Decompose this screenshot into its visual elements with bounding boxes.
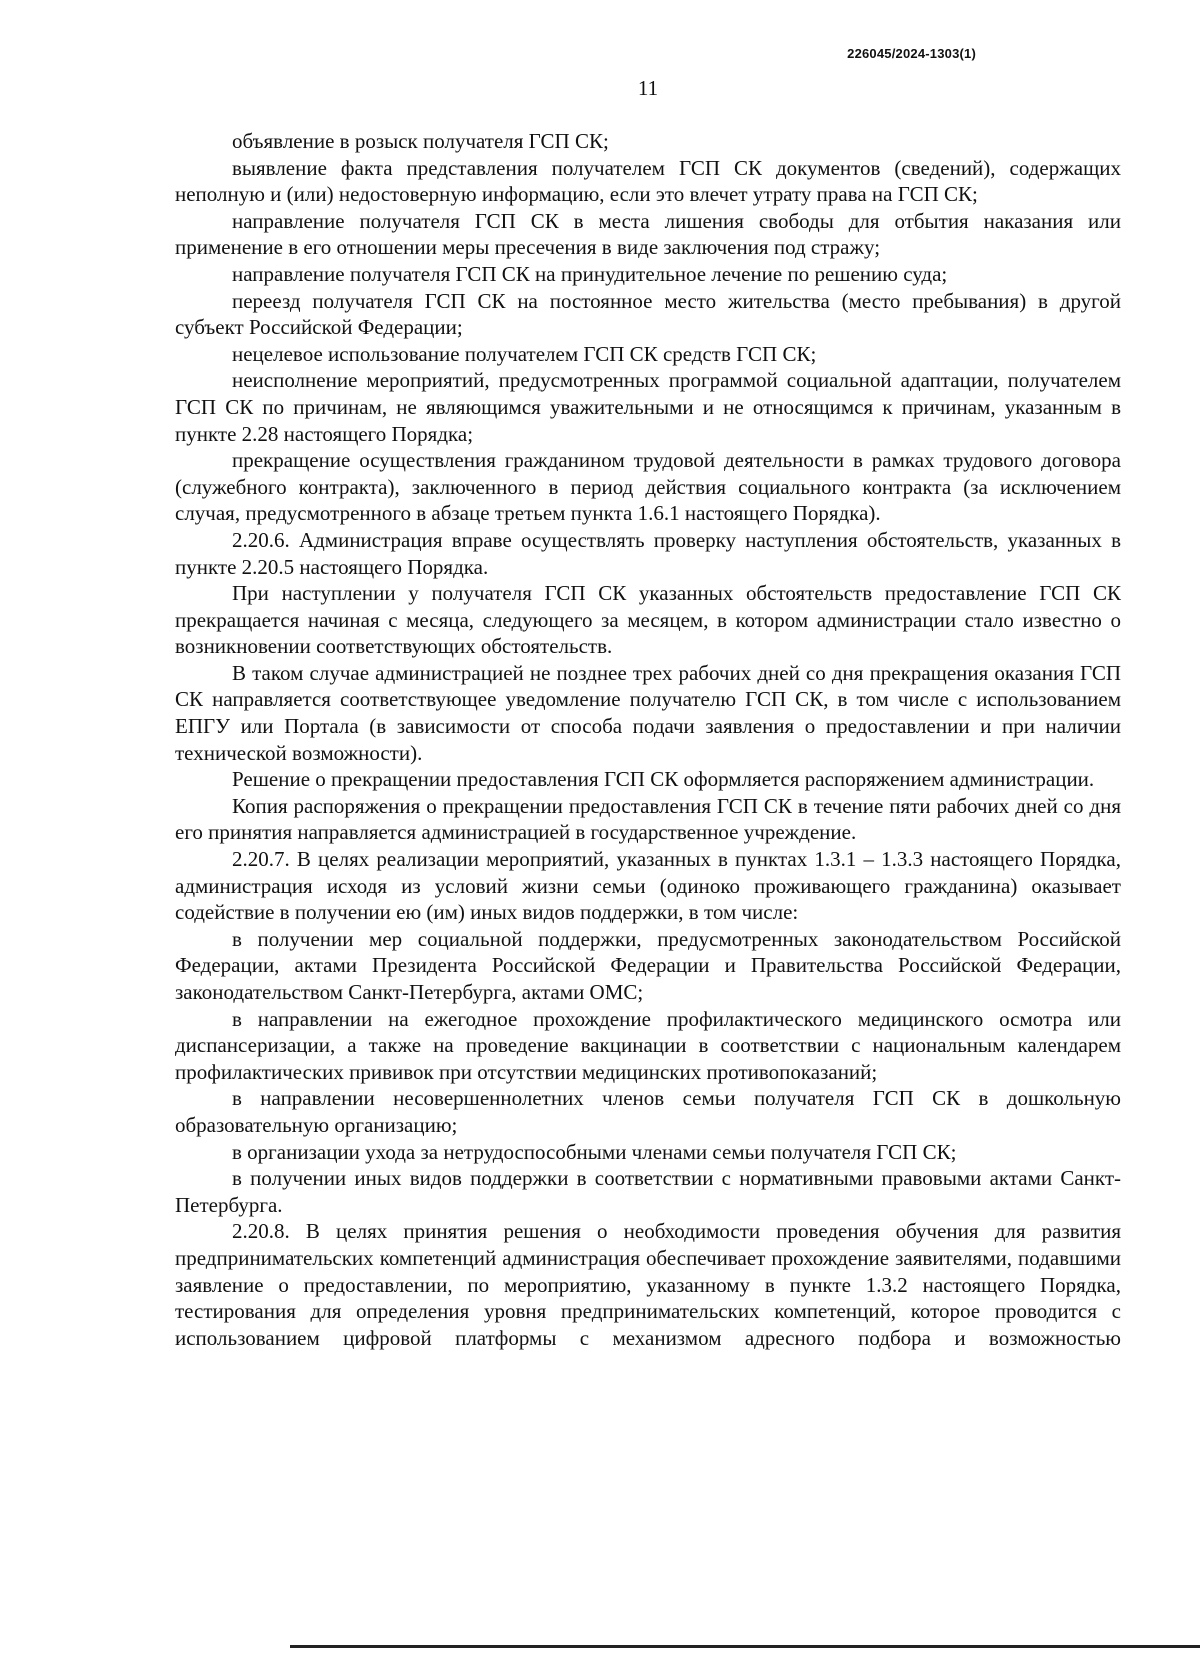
paragraph: 2.20.6. Администрация вправе осуществлять проверку наступления обстоятельств, указанных в пункте 2.20.5 настоящего Порядка. xyxy=(175,527,1121,579)
page-number: 11 xyxy=(637,76,659,100)
paragraph: в направлении несовершеннолетних членов семьи получателя ГСП СК в дошкольную образовательную организацию; xyxy=(175,1086,1121,1137)
paragraph: в получении мер социальной поддержки, предусмотренных законодательством Российской Федерации, актами Президента Российской Федерации и Правительства Российской Федерации, законодательством Санкт-Петербурга, актами ОМС; xyxy=(175,926,1121,1004)
paragraph: При наступлении у получателя ГСП СК указанных обстоятельств предоставление ГСП СК прекращается начиная с месяца, следующего за месяцем, в котором администрации стало известно о возникновении соответствующих обстоятельств. xyxy=(175,581,1121,659)
paragraph: направление получателя ГСП СК на принудительное лечение по решению суда; xyxy=(232,261,948,286)
paragraph: В таком случае администрацией не позднее трех рабочих дней со дня прекращения оказания ГСП СК направляется соответствующее уведомление получателю ГСП СК, в том числе с использованием ЕПГУ или Портала (в зависимости от способа подачи заявления о предоставлении и при наличии технической возможности). xyxy=(175,660,1121,765)
paragraph: 2.20.7. В целях реализации мероприятий, указанных в пунктах 1.3.1 – 1.3.3 настоящего Порядка, администрация исходя из условий жизни семьи (одиноко проживающего гражданина) оказывает содействие в получении ею (им) иных видов поддержки, в том числе: xyxy=(175,847,1121,925)
paragraph: переезд получателя ГСП СК на постоянное место жительства (место пребывания) в другой субъект Российской Федерации; xyxy=(175,288,1121,340)
document-registration-number: 226045/2024-1303(1) xyxy=(847,46,976,61)
paragraph: нецелевое использование получателем ГСП СК средств ГСП СК; xyxy=(232,341,817,366)
scan-edge-line xyxy=(290,1645,1200,1648)
paragraph: в организации ухода за нетрудоспособными членами семьи получателя ГСП СК; xyxy=(232,1139,957,1164)
paragraph: Копия распоряжения о прекращении предоставления ГСП СК в течение пяти рабочих дней со дня его принятия направляется администрацией в государственное учреждение. xyxy=(175,793,1121,845)
paragraph: прекращение осуществления гражданином трудовой деятельности в рамках трудового договора (служебного контракта), заключенного в период действия социального контракта (за исключением случая, предусмотренного в абзаце третьем пункта 1.6.1 настоящего Порядка). xyxy=(175,448,1121,526)
paragraph: направление получателя ГСП СК в места лишения свободы для отбытия наказания или применение в его отношении меры пресечения в виде заключения под стражу; xyxy=(175,208,1121,260)
paragraph: в получении иных видов поддержки в соответствии с нормативными правовыми актами Санкт-Петербурга. xyxy=(175,1166,1121,1217)
paragraph: объявление в розыск получателя ГСП СК; xyxy=(232,129,609,153)
paragraph: Решение о прекращении предоставления ГСП СК оформляется распоряжением администрации. xyxy=(232,767,1095,792)
paragraph: 2.20.8. В целях принятия решения о необходимости проведения обучения для развития предпринимательских компетенций администрация обеспечивает прохождение заявителями, подавшими заявление о предоставлении, по мероприятию, указанному в пункте 1.3.2 настоящего Порядка, тестирования для определения уровня предпринимательских компетенций, которое проводится с использованием цифровой платформы с механизмом адресного подбора и возможностью xyxy=(175,1219,1121,1350)
paragraph: неисполнение мероприятий, предусмотренных программой социальной адаптации, получателем ГСП СК по причинам, не являющимся уважительными и не относящимся к причинам, указанным в пункте 2.28 настоящего Порядка; xyxy=(175,368,1121,446)
paragraph: выявление факта представления получателем ГСП СК документов (сведений), содержащих неполную и (или) недостоверную информацию, если это влечет утрату права на ГСП СК; xyxy=(175,155,1121,207)
document-body xyxy=(175,128,1121,1351)
paragraph: в направлении на ежегодное прохождение профилактического медицинского осмотра или диспансеризации, а также на проведение вакцинации в соответствии с национальным календарем профилактических прививок при отсутствии медицинских противопоказаний; xyxy=(175,1006,1121,1084)
